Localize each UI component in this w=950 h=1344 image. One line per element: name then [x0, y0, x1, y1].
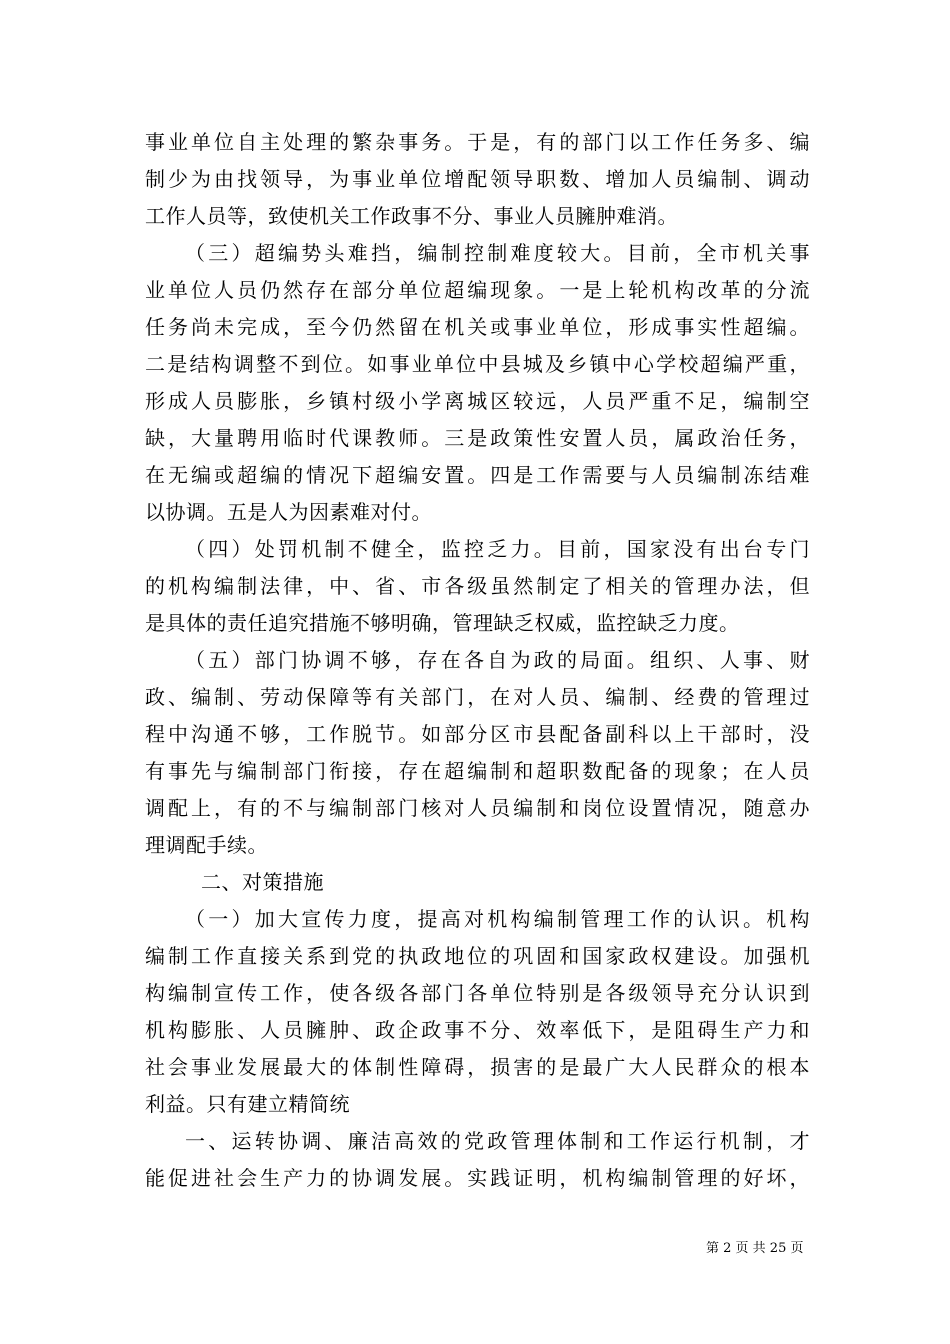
document-body — [145, 124, 810, 1197]
text-line: 是具体的责任追究措施不够明确，管理缺乏权威，监控缺乏力度。 — [145, 611, 740, 635]
text-line: 一、运转协调、廉洁高效的党政管理体制和工作运行机制，才 — [185, 1129, 810, 1153]
text-line: 二是结构调整不到位。如事业单位中县城及乡镇中心学校超编严重， — [145, 352, 810, 376]
text-line: （四）处罚机制不健全，监控乏力。目前，国家没有出台专门 — [185, 537, 810, 561]
text-line: 机构膨胀、人员臃肿、政企政事不分、效率低下，是阻碍生产力和 — [145, 1018, 810, 1042]
text-line: 事业单位自主处理的繁杂事务。于是，有的部门以工作任务多、编 — [145, 130, 810, 154]
text-line: 工作人员等，致使机关工作政事不分、事业人员臃肿难消。 — [145, 204, 678, 228]
text-line: 利益。只有建立精简统 — [145, 1092, 350, 1116]
text-line: 的机构编制法律，中、省、市各级虽然制定了相关的管理办法，但 — [145, 574, 810, 598]
page-number-footer: 第 2 页 共 25 页 — [706, 1241, 804, 1256]
text-line: 制少为由找领导，为事业单位增配领导职数、增加人员编制、调动 — [145, 167, 810, 191]
text-line: 任务尚未完成，至今仍然留在机关或事业单位，形成事实性超编。 — [145, 315, 810, 339]
text-line: 以协调。五是人为因素难对付。 — [145, 500, 432, 524]
text-line: 能促进社会生产力的协调发展。实践证明，机构编制管理的好坏， — [145, 1166, 810, 1190]
text-line: 程中沟通不够，工作脱节。如部分区市县配备副科以上干部时，没 — [145, 722, 810, 746]
text-line: 构编制宣传工作，使各级各部门各单位特别是各级领导充分认识到 — [145, 981, 810, 1005]
text-line: 形成人员膨胀，乡镇村级小学离城区较远，人员严重不足，编制空 — [145, 389, 810, 413]
text-line: （一）加大宣传力度，提高对机构编制管理工作的认识。机构 — [185, 907, 810, 931]
text-line: 业单位人员仍然存在部分单位超编现象。一是上轮机构改革的分流 — [145, 278, 810, 302]
text-line: 理调配手续。 — [145, 833, 268, 857]
text-line: 二、对策措施 — [201, 870, 324, 894]
text-line: （五）部门协调不够，存在各自为政的局面。组织、人事、财 — [185, 648, 810, 672]
text-line: 社会事业发展最大的体制性障碍，损害的是最广大人民群众的根本 — [145, 1055, 810, 1079]
text-line: 有事先与编制部门衔接，存在超编制和超职数配备的现象；在人员 — [145, 759, 810, 783]
text-line: 编制工作直接关系到党的执政地位的巩固和国家政权建设。加强机 — [145, 944, 810, 968]
text-line: 缺，大量聘用临时代课教师。三是政策性安置人员，属政治任务， — [145, 426, 810, 450]
text-line: 在无编或超编的情况下超编安置。四是工作需要与人员编制冻结难 — [145, 463, 810, 487]
text-line: 调配上，有的不与编制部门核对人员编制和岗位设置情况，随意办 — [145, 796, 810, 820]
text-line: 政、编制、劳动保障等有关部门，在对人员、编制、经费的管理过 — [145, 685, 810, 709]
text-line: （三）超编势头难挡，编制控制难度较大。目前，全市机关事 — [185, 241, 810, 265]
